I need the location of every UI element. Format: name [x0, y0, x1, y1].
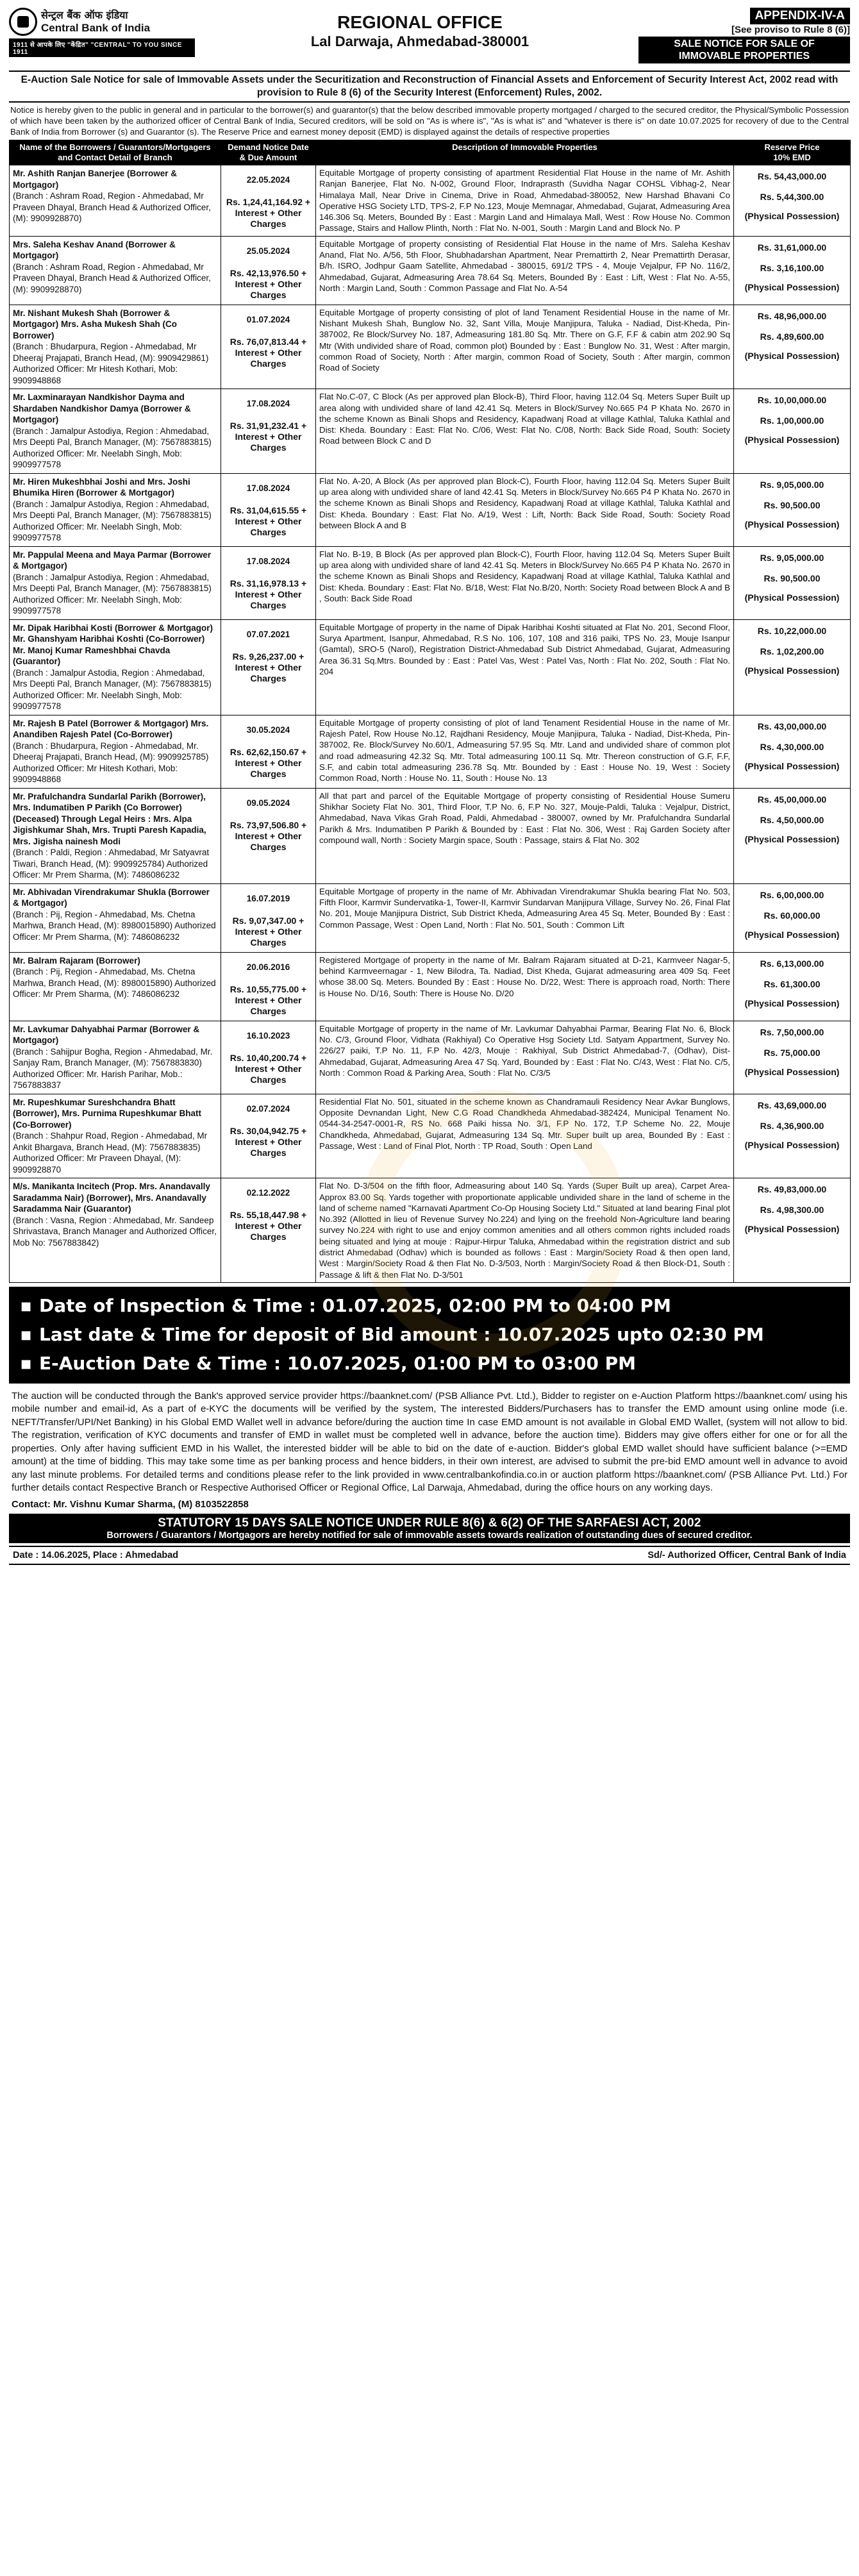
table-row	[10, 389, 851, 474]
demand-date: 09.05.2024	[246, 798, 290, 808]
reserve-price: Rs. 43,00,000.00	[757, 721, 827, 732]
property-description: Flat No. D-3/504 on the fifth floor, Admeasuring about 140 Sq. Yards (Super Built up area), Carpet Area-Approx 83.00 Sq. Yards together with proportionate applicable undivided share in the land of scheme in the land of scheme named "Karnavati Apartment Co-Op Housing Society Ltd." Situated at land bearing Final plot No.392 (Allotted in lieu of Revenue Survey No.224) and lying on the freehold Non-Agriculture land bearing survey No.224 with right to use and enjoy common amenities and all others common rights included roads being situated and lying at mouje : Rajpur-Hirpur Taluka, Ahmedabad within the registration district and sub district Ahmedabad (Odhav) which is bounded as follows : East : Margin/Society Road & then open land, West : Margin/Society Road & then Flat No. D-3/503, North : Margin/Society Road & then Block-D1, South : Passage & lift & then Flat No. D-3/501	[316, 1178, 734, 1283]
header-borrowers: Name of the Borrowers / Guarantors/Mortgagers and Contact Detail of Branch	[10, 140, 221, 165]
demand-cell	[221, 236, 316, 305]
branch-details: (Branch : Paldi, Region : Ahmedabad, Mr Satyavrat Tiwari, Branch Head, (M): 9909925784) Authorized Officer: Mr Prem Sharma, (M): 7486086232	[13, 848, 210, 880]
appendix-sale-title: SALE NOTICE FOR SALE OF IMMOVABLE PROPERTIES	[638, 37, 850, 63]
reserve-cell	[734, 952, 851, 1021]
borrower-names: Mr. Lavkumar Dahyabhai Parmar (Borrower & Mortgagor)	[13, 1024, 200, 1046]
borrower-cell	[10, 236, 221, 305]
header-emd: 10% EMD	[773, 153, 811, 162]
possession-status: (Physical Possession)	[744, 1139, 840, 1150]
branch-details: (Branch : Jamalpur Astodiya, Region : Ahmedabad, Mrs Deepti Pal, Branch Manager, (M): 7567883815) Authorized Officer: Mr. Neelabh Singh, Mob: 9909977578	[13, 426, 212, 470]
possession-status: (Physical Possession)	[744, 435, 840, 446]
table-row	[10, 788, 851, 883]
emd-amount: Rs. 90,500.00	[763, 499, 821, 510]
due-amount: Rs. 76,07,813.44 + Interest + Other Charges	[229, 336, 307, 369]
appendix-block	[638, 8, 850, 63]
borrower-names: Mr. Hiren Mukeshbhai Joshi and Mrs. Joshi Bhumika Hiren (Borrower & Mortgagor)	[13, 476, 190, 498]
demand-date: 16.07.2019	[246, 893, 290, 903]
demand-cell	[221, 952, 316, 1021]
demand-cell	[221, 1021, 316, 1094]
property-description: Equitable Mortgage of property consisting of plot of land Tenament Residential House in the name of Mr. Rajesh Patel, Row House No.12, Rajdhani Residency, Mouje Manjipura, Taluka - Nadiad, Dist-Kheda, Pin-387002, Re. Block/Survey No.60/1, Admeasuring 57.95 Sq. Mtr. Land and undivided share of common plot and road admeasuring 42.32 Sq. Mtr. Total admeasuring 100.11 Sq. Mtr. Thereon construction of G.F, F.F, S.F, and cabin total admeasuring 236.78 Sq. Mtr. Bounded by : East : House No. 19, West : Society Common Road, North : House No. 11, South : House No. 13	[316, 715, 734, 788]
borrower-names: Mr. Laxminarayan Nandkishor Dayma and Shardaben Nandkishor Damya (Borrower & Mortgagor)	[13, 392, 191, 425]
emd-amount: Rs. 3,16,100.00	[760, 262, 824, 273]
due-amount: Rs. 55,18,447.98 + Interest + Other Charges	[229, 1210, 307, 1242]
auction-date: ■ E-Auction Date & Time : 10.07.2025, 01:00 PM to 03:00 PM	[21, 1350, 838, 1378]
borrower-cell	[10, 715, 221, 788]
due-amount: Rs. 62,62,150.67 + Interest + Other Charges	[229, 746, 307, 779]
demand-date: 17.08.2024	[246, 399, 290, 409]
emd-amount: Rs. 4,36,900.00	[760, 1120, 824, 1131]
borrower-names: Mr. Rajesh B Patel (Borrower & Mortgagor) Mrs. Anandiben Rajesh Patel (Co-Borrower)	[13, 718, 209, 740]
due-amount: Rs. 30,04,942.75 + Interest + Other Charges	[229, 1125, 307, 1158]
signature-line: Sd/- Authorized Officer, Central Bank of India	[647, 1550, 846, 1560]
emd-amount: Rs. 1,00,000.00	[760, 415, 824, 426]
header-reserve: Reserve Price 10% EMD	[734, 140, 851, 165]
borrower-cell	[10, 305, 221, 389]
branch-details: (Branch : Pij, Region - Ahmedabad, Ms. Chetna Marhwa, Branch Head, (M): 8980015890) Authorized Officer: Mr Prem Sharma, (M): 7486086232	[13, 967, 216, 999]
reserve-price: Rs. 31,61,000.00	[757, 242, 827, 253]
demand-cell	[221, 473, 316, 546]
borrower-cell	[10, 952, 221, 1021]
reserve-cell	[734, 788, 851, 883]
reserve-price: Rs. 9,05,000.00	[760, 479, 824, 490]
table-row	[10, 473, 851, 546]
reserve-cell	[734, 389, 851, 474]
contact-line: Contact: Mr. Vishnu Kumar Sharma, (M) 8103522858	[12, 1498, 249, 1510]
possession-status: (Physical Possession)	[744, 592, 840, 603]
borrower-names: Mrs. Saleha Keshav Anand (Borrower & Mortgagor)	[13, 239, 176, 261]
borrower-names: Mr. Pappulal Meena and Maya Parmar (Borrower & Mortgagor)	[13, 549, 212, 571]
office-block	[311, 8, 529, 50]
borrower-cell	[10, 619, 221, 715]
reserve-price: Rs. 6,00,000.00	[760, 889, 824, 900]
possession-status: (Physical Possession)	[744, 281, 840, 292]
reserve-price: Rs. 49,83,000.00	[757, 1184, 827, 1195]
property-description: Equitable Mortgage of property in the name of Mr. Lavkumar Dahyabhai Parmar, Bearing Flat No. 6, Block No. C/3, Ground Floor, Vidhata (Rakhiyal) Co Operative Hsg Society Ltd. Satyam Appartment, Survey No. 226/27 paiki, T.P No. 11, F.P No. 42/3, Mouje : Rakhiyal, Sub District Ahmedabad-7, (Odhav), Dist-Ahmedabad, Gujarat, Admeasuring Area 47 Sq. Yard, Bounded by : East : Flat No. C/43, West : Flat No. C/5, North : Common Road & Parking Area, South : Flat No. C/3/5	[316, 1021, 734, 1094]
due-amount: Rs. 42,13,976.50 + Interest + Other Charges	[229, 267, 307, 300]
office-address: Lal Darwaja, Ahmedabad-380001	[310, 33, 530, 49]
borrower-names: Mr. Abhivadan Virendrakumar Shukla (Borrower & Mortgagor)	[13, 887, 210, 908]
borrower-cell	[10, 389, 221, 474]
borrower-names: Mr. Rupeshkumar Sureshchandra Bhatt (Borrower), Mrs. Purnima Rupeshkumar Bhatt (Co-Borrower)	[13, 1097, 202, 1130]
demand-date: 22.05.2024	[246, 175, 290, 185]
due-amount: Rs. 1,24,41,164.92 + Interest + Other Charges	[226, 197, 311, 229]
branch-details: (Branch : Bhudarpura, Region - Ahmedabad, Mr. Dheeraj Prajapati, Branch Head, (M): 9909925785) Authorized Officer: Mr Hitesh Kothari, Mob: 9909948868	[13, 740, 209, 785]
due-amount: Rs. 9,26,237.00 + Interest + Other Charges	[232, 651, 304, 683]
table-row	[10, 883, 851, 952]
demand-date: 16.10.2023	[246, 1030, 290, 1041]
possession-status: (Physical Possession)	[744, 350, 840, 361]
branch-details: (Branch : Shahpur Road, Region - Ahmedabad, Mr Ankit Bhargava, Branch Head, (M): 7567883835) Authorized Officer: Mr Praveen Dhayal, (M): 9909928870	[13, 1131, 208, 1175]
possession-status: (Physical Possession)	[744, 211, 840, 221]
borrower-cell	[10, 788, 221, 883]
table-header-row	[10, 140, 851, 165]
branch-details: (Branch : Ashram Road, Region - Ahmedabad, Mr Praveen Dhayal, Branch Head & Authorized Officer, (M): 9909928870)	[13, 191, 211, 223]
bank-logo-block	[9, 8, 201, 57]
property-description: All that part and parcel of the Equitable Mortgage of property consisting of Residential House Sumeru Shikhar Society Flat No. 301, Third Floor, T.P No. 6, F.P No. 327, Mouje-Paldi, Taluka : Vejalpur, District, Ahmedabad, Nava Vikas Grah Road, Paldi, Ahmedabad - 380007, owned by Mr. Prafulchandra Sundarlal Parikh & Mrs. Indumatiben P Parikh & Bounded by : East : Flat No. 306, West : Raj Garden Society after compound wall, North : Society Margin space, South : Passage, stairs & Flat No. 302	[316, 788, 734, 883]
emd-amount: Rs. 75,000.00	[763, 1047, 821, 1058]
property-description: Residential Flat No. 501, situated in the scheme known as Chandramauli Residency Near Avkar Bunglows, Opposite Devnandan Light, New C.G Road Chandkheda Ahmedabad-382424, Municipal Tenament No. 0544-34-2547-0001-R, RS No. 668 Paiki hissa No. 3/1, F.P No. 172, T.P Scheme No. 22, Mouje Chandkheda, Ahmedabad, Gujarat, Admeasuring 134 Sq. Mtr. Super built up area, Bounded By : East : Passage, West : Land of Final Plot, North : TP Road, South : Open Land	[316, 1094, 734, 1178]
reserve-price: Rs. 45,00,000.00	[757, 794, 827, 805]
property-description: Equitable Mortgage of property consisting of plot of land Tenament Residential House in the name of Mr. Nishant Mukesh Shah, Bunglow No. 32, Sant Villa, Mouje Manjipura, Taluka - Nadiad, Dist-Kheda, Pin-387002, Re Block/Survey No. 187, Admeasuring 181.80 Sq. Mtr. There on G.F, F.F & cabin atm 202.90 Sq Mtr (With undivided share of Road, common plot) Bounded by : East : Bunglow No. 31, West : After margin, common Road of Society, North : After margin, common Road of Society, South : After margin, common Road of Society	[316, 305, 734, 389]
borrower-cell	[10, 1094, 221, 1178]
property-description: Equitable Mortgage of property in the name of Dipak Haribhai Koshti situated at Flat No. 201, Second Floor, Surya Apartment, Isanpur, Ahmedabad, R.S No. 106, 107, 108 and 316 paiki, TPS No. 23, Mouje Isanpur (Gamtal), SRO-5 (Narol), Registration District-Ahmedabad Sub District Ahmedabad, Gujarat, Admeasuring Area 36.31 Sq.Mtrs. Bounded by : East : Patel Vas, West : Patel Vas, North : Flat No. 202, South : Flat No. 204	[316, 619, 734, 715]
reserve-price: Rs. 10,22,000.00	[757, 625, 827, 636]
auction-dates-box	[9, 1287, 850, 1384]
emd-amount: Rs. 4,50,000.00	[760, 814, 824, 825]
demand-date: 20.06.2016	[246, 962, 290, 972]
emd-amount: Rs. 4,30,000.00	[760, 741, 824, 752]
notice-header	[9, 8, 850, 69]
properties-table	[9, 140, 851, 1283]
possession-status: (Physical Possession)	[744, 929, 840, 940]
table-row	[10, 715, 851, 788]
notice-subtitle: E-Auction Sale Notice for sale of Immovable Assets under the Securitization and Reconstruction of Financial Assets and Enforcement of Security Interest Act, 2002 read with provision to Rule 8 (6) of the Security Interest (Enforcement) Rules, 2002.	[9, 71, 850, 103]
reserve-price: Rs. 6,13,000.00	[760, 958, 824, 969]
emd-amount: Rs. 1,02,200.00	[760, 646, 824, 657]
branch-details: (Branch : Bhudarpura, Region - Ahmedabad, Mr Dheeraj Prajapati, Branch Head, (M): 9909429861) Authorized Officer: Mr Hitesh Kothari, Mob: 9909948868	[13, 342, 209, 385]
borrower-cell	[10, 546, 221, 619]
demand-cell	[221, 165, 316, 237]
reserve-cell	[734, 715, 851, 788]
demand-cell	[221, 1094, 316, 1178]
header-demand: Demand Notice Date & Due Amount	[221, 140, 316, 165]
bank-tagline: 1911 से आपके लिए "केंद्रित" "CENTRAL" TO YOU SINCE 1911	[9, 38, 195, 57]
table-row	[10, 619, 851, 715]
borrower-names: Mr. Balram Rajaram (Borrower)	[13, 955, 140, 966]
bank-logo	[9, 8, 201, 36]
demand-date: 17.08.2024	[246, 483, 290, 493]
statutory-box	[9, 1514, 850, 1543]
property-description: Flat No. B-19, B Block (As per approved plan Block-C), Fourth Floor, having 112.04 Sq. Meters Super Built up area along with undivided share of land 42.41 Sq. Meters in Block/Survey No.665 P4 P Khata No. 2670 in the scheme Known as Binali Shops and Residency, Kapadwanj Road at village Kathlal, Taluka Kathlal and Dist: Kheda. Boundary : East: Flat No. B/18, West: Flat No.B/20, North: Society Road between Block A and B , South: Back Side Road	[316, 546, 734, 619]
due-amount: Rs. 9,07,347.00 + Interest + Other Charges	[232, 915, 304, 948]
branch-details: (Branch : Jamalpur Astodia, Region : Ahmedabad, Mrs Deepti Pal, Branch Manager, (M): 7567883815) Authorized Officer: Mr. Neelabh Singh, Mob: 9909977578	[13, 667, 212, 712]
appendix-title: APPENDIX-IV-A	[750, 8, 850, 24]
reserve-price: Rs. 9,05,000.00	[760, 552, 824, 563]
table-row	[10, 1021, 851, 1094]
demand-date: 07.07.2021	[246, 629, 290, 639]
due-amount: Rs. 73,97,506.80 + Interest + Other Charges	[229, 819, 307, 852]
notice-footer	[9, 1546, 850, 1565]
possession-status: (Physical Possession)	[744, 1224, 840, 1235]
borrower-names: Mr. Dipak Haribhai Kosti (Borrower & Mortgagor) Mr. Ghanshyam Haribhai Koshti (Co-Borrower) Mr. Manoj Kumar Rameshbhai Chavda (Guarantor)	[13, 623, 213, 667]
demand-date: 02.07.2024	[246, 1103, 290, 1114]
demand-date: 17.08.2024	[246, 556, 290, 566]
emd-amount: Rs. 5,44,300.00	[760, 192, 824, 202]
table-row	[10, 236, 851, 305]
reserve-cell	[734, 1021, 851, 1094]
demand-cell	[221, 389, 316, 474]
demand-cell	[221, 305, 316, 389]
emd-amount: Rs. 60,000.00	[763, 910, 821, 921]
borrower-cell	[10, 883, 221, 952]
date-place: Date : 14.06.2025, Place : Ahmedabad	[13, 1550, 179, 1560]
statutory-text: Borrowers / Guarantors / Mortgagors are hereby notified for sale of immovable assets towards realization of outstanding dues of secured creditor.	[106, 1530, 753, 1541]
property-description: Registered Mortgage of property in the name of Mr. Balram Rajaram situated at D-21, Karmveer Nagar-5, behind Karmveernagar - 1, New Bilodra, Ta. Nadiad, Dist Kheda, Gujarat admeasuring area 409 Sq. Feet whose 38.00 Sq. Meters. Bounded By : East : House No. D/22, West: There is approach road, North: There is House No. D/16, South: There is House No. D/20	[316, 952, 734, 1021]
possession-status: (Physical Possession)	[744, 519, 840, 530]
demand-date: 01.07.2024	[246, 314, 290, 324]
reserve-price: Rs. 43,69,000.00	[757, 1100, 827, 1110]
demand-date: 30.05.2024	[246, 724, 290, 735]
branch-details: (Branch : Jamalpur Astodiya, Region : Ahmedabad, Mrs Deepti Pal, Branch Manager, (M): 7567883815) Authorized Officer: Mr. Neelabh Singh, Mob: 9909977578	[13, 572, 212, 616]
inspection-date: ■ Date of Inspection & Time : 01.07.2025, 02:00 PM to 04:00 PM	[21, 1292, 838, 1321]
borrower-names: Mr. Ashith Ranjan Banerjee (Borrower & Mortgagor)	[13, 169, 178, 190]
emd-amount: Rs. 61,300.00	[763, 978, 821, 989]
property-description: Equitable Mortgage of property in the name of Mr. Abhivadan Virendrakumar Shukla bearing Flat No. 503, Fifth Floor, Karmvir Sundervatika-1, Tower-II, Karmvir Sundarvan Manjipura Village, Survey No. 26, Final Flat No. 201, Mouje Manjipura District, Sub District Kheda, Admeasuring Area 45 Sq. Meter, Bounded By : East : Common Passage, West : Open Land, North : Flat No. 501, South : Common Lift	[316, 883, 734, 952]
borrower-names: Mr. Prafulchandra Sundarlal Parikh (Borrower), Mrs. Indumatiben P Parikh (Co Borrower) (Deceased) Through Legal Heirs : Mrs. Alpa Jigishkumar Shah, Mrs. Trupti Paresh Kapadia, Mrs. Jigisha nainesh Modi	[13, 791, 206, 846]
possession-status: (Physical Possession)	[744, 1066, 840, 1077]
reserve-price: Rs. 7,50,000.00	[760, 1026, 824, 1037]
borrower-names: M/s. Manikanta Incitech (Prop. Mrs. Anandavally Saradamma Nair) (Borrower), Mrs. Anandavally Saradamma Nair (Guarantor)	[13, 1182, 210, 1214]
header-description: Description of Immovable Properties	[316, 140, 734, 165]
bank-emblem-icon	[9, 8, 37, 36]
due-amount: Rs. 31,16,978.13 + Interest + Other Charges	[229, 578, 307, 610]
borrower-names: Mr. Nishant Mukesh Shah (Borrower & Mortgagor) Mrs. Asha Mukesh Shah (Co Borrower)	[13, 308, 178, 340]
branch-details: (Branch : Pij, Region - Ahmedabad, Ms. Chetna Marhwa, Branch Head, (M): 8980015890) Authorized Officer: Mr Prem Sharma, (M): 7486086232	[13, 909, 216, 942]
table-row	[10, 546, 851, 619]
demand-cell	[221, 883, 316, 952]
bank-name-hindi: सेन्ट्रल बैंक ऑफ इंडिया	[41, 9, 128, 21]
bank-name: Central Bank of India	[41, 22, 151, 34]
possession-status: (Physical Possession)	[744, 833, 840, 844]
reserve-price: Rs. 10,00,000.00	[757, 395, 827, 406]
property-description: Equitable Mortgage of property consisting of Residential Flat House in the name of Mrs. Saleha Keshav Anand, Flat No. A/56, 5th Floor, Shubhadarshan Apartment, Near Premattirth 2, Near Premattirth Derasar, B/h. ISRO, Jodhpur Gaam Satellite, Ahmedabad - 380015, 691/2 TPS - 4, Mouje Vejalpur, FP No. 116/2, Ahmedabad, Gujarat, Admeasuring Area 78.64 Sq. Meters, Bounded By : East : Lift, West : Flat No. A-55, North : Margin Land, South : Common Passage and Flat No. A-54	[316, 236, 734, 305]
statutory-title: STATUTORY 15 DAYS SALE NOTICE UNDER RULE 8(6) & 6(2) OF THE SARFAESI ACT, 2002	[158, 1516, 701, 1530]
emd-amount: Rs. 90,500.00	[763, 573, 821, 583]
demand-date: 25.05.2024	[246, 246, 290, 256]
demand-cell	[221, 715, 316, 788]
property-description: Flat No.C-07, C Block (As per approved plan Block-B), Third Floor, having 112.04 Sq. Meters Super Built up area along with undivided share of land 42.41 Sq. Meters in Block/Survey No.665 P4 P Khata No. 2670 in the scheme Known as Binali Shops and Residency, Kapadwanj Road at village Kathlal, Taluka Kathlal and Dist: Kheda. Boundary : East: Flat No. C/06, West: Flat No. C/08, North: Back Side Road, South: Society Road between Block C and D	[316, 389, 734, 474]
property-description: Flat No. A-20, A Block (As per approved plan Block-C), Fourth Floor, having 112.04 Sq. Meters Super Built up area along with undivided share of land 42.41 Sq. Meters in Block/Survey No.665 P4 P Khata No. 2670 in the scheme Known as Binali Shops and Residency, Kapadwanj Road at village Kathlal, Taluka Kathlal and Dist: Kheda. Boundary : East: Flat No. A/19, West : Lift, North: Back Side Road, South: Society Road between Block A and B	[316, 473, 734, 546]
reserve-cell	[734, 883, 851, 952]
branch-details: (Branch : Sahijpur Bogha, Region - Ahmedabad, Mr. Sanjay Ram, Branch Manager, (M): 7567883830) Authorized Officer: Mr. Harish Parihar, Mob.: 7567883837	[13, 1046, 213, 1091]
office-title: REGIONAL OFFICE	[337, 12, 503, 32]
borrower-cell	[10, 1178, 221, 1283]
table-row	[10, 952, 851, 1021]
demand-cell	[221, 546, 316, 619]
due-amount: Rs. 31,04,615.55 + Interest + Other Charges	[229, 505, 307, 537]
reserve-cell	[734, 305, 851, 389]
reserve-cell	[734, 546, 851, 619]
branch-details: (Branch : Ashram Road, Region - Ahmedabad, Mr Praveen Dhayal, Branch Head & Authorized Officer, (M): 9909928870)	[13, 262, 211, 294]
due-amount: Rs. 10,40,200.74 + Interest + Other Charges	[229, 1052, 307, 1085]
possession-status: (Physical Possession)	[744, 665, 840, 676]
table-row	[10, 1094, 851, 1178]
demand-cell	[221, 619, 316, 715]
borrower-cell	[10, 1021, 221, 1094]
table-row	[10, 305, 851, 389]
borrower-cell	[10, 473, 221, 546]
table-row	[10, 1178, 851, 1283]
property-description: Equitable Mortgage of property consisting of apartment Residential Flat House in the name of Mr. Ashith Ranjan Banerjee, Flat No. N-002, Ground Floor, Indraprasth (Suvidha Nagar COHSL Vibhag-2, Near Himalaya Mall, Near Drive in Cinema, Drive in Road, Ahmedabad-380052, New Harshad Bhavani Co Operative HSG Society LTD, TPS-2, F.P No.123, Mouje Memnagar, Ahmedabad, Gujarat, Admeasuring Area 146.306 Sq. Meters, Bounded By : East : Margin Land and Himalaya Mall, West : Row House No. Common Passage, Stairs and Hallow Plinth, North : Flat No. N-001, South : Margin Land and Block No. P	[316, 165, 734, 237]
demand-date: 02.12.2022	[246, 1188, 290, 1198]
deposit-deadline: ■ Last date & Time for deposit of Bid amount : 10.07.2025 upto 02:30 PM	[21, 1321, 838, 1350]
possession-status: (Physical Possession)	[744, 760, 840, 771]
due-amount: Rs. 31,91,232.41 + Interest + Other Charges	[229, 421, 307, 453]
borrower-cell	[10, 165, 221, 237]
reserve-cell	[734, 1094, 851, 1178]
reserve-cell	[734, 165, 851, 237]
reserve-cell	[734, 473, 851, 546]
table-row	[10, 165, 851, 237]
due-amount: Rs. 10,55,775.00 + Interest + Other Charges	[229, 983, 307, 1016]
demand-cell	[221, 788, 316, 883]
branch-details: (Branch : Vasna, Region : Ahmedabad, Mr. Sandeep Shrivastava, Branch Manager and Authorized Officer, Mob No: 7567883842)	[13, 1215, 217, 1248]
demand-cell	[221, 1178, 316, 1283]
branch-details: (Branch : Jamalpur Astodiya, Region : Ahmedabad, Mrs Deepti Pal, Branch Manager, (M): 7567883815) Authorized Officer: Mr. Neelabh Singh, Mob: 9909977578	[13, 499, 212, 543]
reserve-cell	[734, 236, 851, 305]
emd-amount: Rs. 4,98,300.00	[760, 1205, 824, 1216]
reserve-cell	[734, 619, 851, 715]
terms-text: The auction will be conducted through the Bank's approved service provider https://baanknet.com/ (PSB Alliance Pvt. Ltd.), Bidder to register on e-Auction Platform https://baanknet.com/ using his mobile number and email-id, As a part of e-KYC the documents will be verified by the system, The interested Bidders/Purchasers has to transfer the EMD amount using online mode (i.e. NEFT/Transfer/UPI/Net Banking) in his Global EMD Wallet well in advance before/during the auction time In case EMD amount is not available in Global EMD Wallet, (system will not allow to bid. The registration, verification of KYC documents and transfer of EMD in wallet must be completed well in advance, before the auction time). Bidders may give offers either for one or for all the properties. Only after having sufficient EMD in his Wallet, the interested bidder will be able to bid on the date of e-auction. Bidder's global EMD wallet should have sufficient balance (>=EMD amount) at the time of bidding. This may take some time as per banking process and hence bidders, in their own interest, are advised to submit the pre-bid EMD amount well in advance to avoid any last minute problems. For detailed terms and conditions please refer to the link provided in www.centralbankofindia.co.in or auction platform https://baanknet.com/ (PSB Alliance Pvt. Ltd.) For further details contact Respective Branch or Respective Authorised Officer or Regional Office, Lal Darwaja, Ahmedabad, during the office hours on any working days.	[12, 1390, 847, 1494]
appendix-proviso: [See proviso to Rule 8 (6)]	[731, 24, 850, 35]
possession-status: (Physical Possession)	[744, 998, 840, 1008]
emd-amount: Rs. 4,89,600.00	[760, 331, 824, 342]
reserve-price: Rs. 48,96,000.00	[757, 310, 827, 321]
reserve-price: Rs. 54,43,000.00	[757, 171, 827, 181]
reserve-cell	[734, 1178, 851, 1283]
notice-intro: Notice is hereby given to the public in general and in particular to the borrower(s) and guarantor(s) that the below described immovable property mortgaged / charged to the secured creditor, the Physical/Symbolic Possession of which have been taken by the authorized officer of Central Bank of India, Secured creditors, will be sold on "As is where is", "As is what is" and "whatever is there is" on date 10.07.2025 for recovery of due to the Central Bank of India from Borrower (s) and Guarantor (s). The Reserve Price and earnest money deposit (EMD) is displayed against the details of respective properties	[10, 105, 849, 137]
